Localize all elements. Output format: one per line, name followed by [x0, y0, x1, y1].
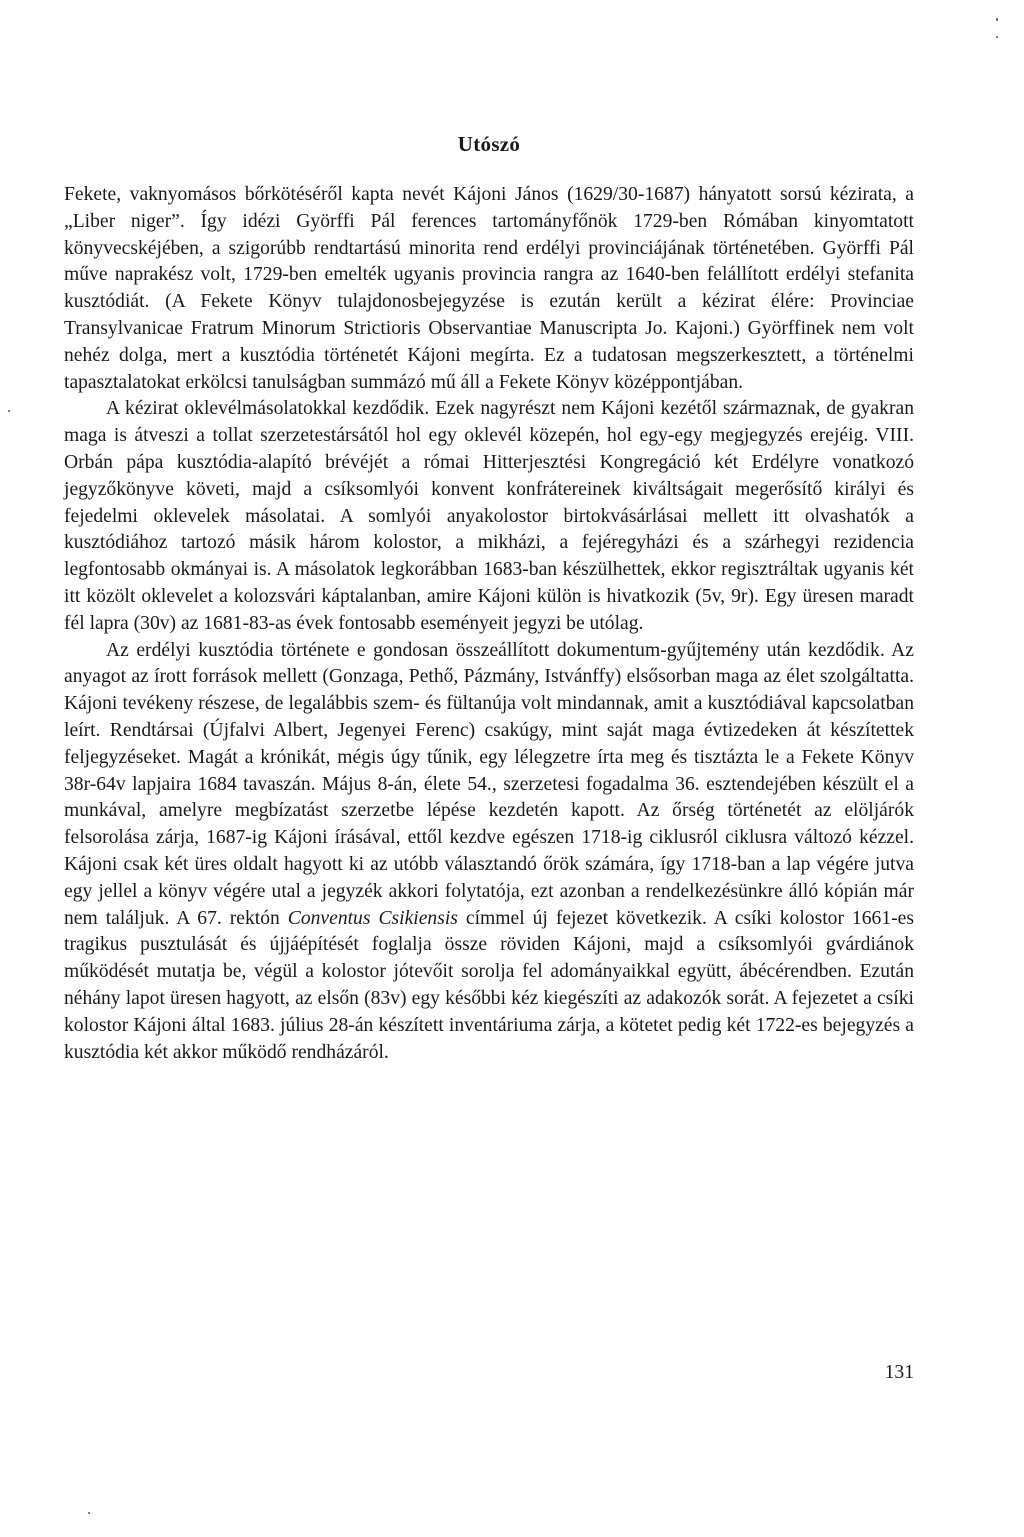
scan-speck — [8, 410, 10, 412]
page-number: 131 — [884, 1362, 914, 1383]
page-title: Utószó — [457, 132, 521, 156]
paragraph-1: Fekete, vaknyomásos bőrkötéséről kapta nevét Kájoni János (1629/30-1687) hányatott sorsú kézirata, a „Liber niger”. Így idézi Györffi Pál ferences tartományfőnök 1729-ben Rómában kinyomtatott könyvecskéjében, a szigorúbb rendtartású minorita rend erdélyi provinciájának történetében. Györffi Pál műve naprakész volt, 1729-ben emelték ugyanis provincia rangra az 1640-ben felállított erdélyi stefanita kusztódiát. (A Fekete Könyv tulajdonosbejegyzése is ezután került a kézirat élére: Provinciae Transylvanicae Fratrum Minorum Strictioris Observantiae Manuscripta Jo. Kajoni.) Györffinek nem volt nehéz dolga, mert a kusztódia történetét Kájoni megírta. Ez a tudatosan megszerkesztett, a történelmi tapasztalatokat erkölcsi tanulságban summázó mű áll a Fekete Könyv középpontjában. — [64, 184, 914, 393]
scan-speck — [88, 1512, 90, 1514]
paragraph-2: A kézirat oklevélmásolatokkal kezdődik. Ezek nagyrészt nem Kájoni kezétől származnak, de gyakran maga is átveszi a tollat szerzetestársától hol egy oklevél közepén, hol egy-egy megjegyzés erejéig. VIII. Orbán pápa kusztódia-alapító brévéjét a római Hitterjesztési Kongregáció két Erdélyre vonatkozó jegyzőkönyve követi, majd a csíksomlyói konvent konfrátereinek kiváltságait megerősítő királyi és fejedelmi oklevelek másolatai. A somlyói anyakolostor birtokvásárlásai mellett itt olvashatók a kusztódiához tartozó másik három kolostor, a mikházi, a fejéregyházi és a szárhegyi rezidencia legfontosabb okmányai is. A másolatok legkorábban 1683-ban készülhettek, ekkor regisztráltak ugyanis két itt közölt oklevelet a kolozsvári káptalanban, amire Kájoni külön is hivatkozik (5v, 9r). Egy üresen maradt fél lapra (30v) az 1681-83-as évek fontosabb eseményeit jegyzi be utólag. — [64, 398, 914, 634]
chapter-title-italic: Conventus Csikiensis — [287, 907, 458, 929]
book-page — [64, 0, 914, 1537]
body-text — [64, 182, 914, 1066]
scan-speck — [996, 36, 998, 38]
scan-speck — [996, 18, 998, 21]
paragraph-3: Az erdélyi kusztódia története e gondosan összeállított dokumentum-gyűjtemény után kezdődik. Az anyagot az írott források mellett (Gonzaga, Pethő, Pázmány, Istvánffy) elsősorban maga az élet szolgáltatta. Kájoni tevékeny részese, de legalábbis szem- és fültanúja volt mindannak, amit a kusztódiával kapcsolatban leírt. Rendtársai (Újfalvi Albert, Jegenyei Ferenc) csakúgy, mint saját maga évtizedeken át készítettek feljegyzéseket. Magát a krónikát, mégis úgy tűnik, egy lélegzetre írta meg és tisztázta le a Fekete Könyv 38r-64v lapjaira 1684 tavaszán. Május 8-án, élete 54., szerzetesi fogadalma 36. esztendejében készült el a munkával, amelyre megbízatást szerzetbe lépése kezdetén kapott. Az őrség történetét az elöljárók felsorolása zárja, 1687-ig Kájoni írásával, ettől kezdve egészen 1718-ig ciklusról ciklusra változó kézzel. Kájoni csak két üres oldalt hagyott ki az utóbb választandó őrök számára, így 1718-ban a lap végére jutva egy jellel a könyv végére utal a jegyzék akkori folytatója, ezt azonban a rendelkezésünkre álló kópián már nem találjuk. A 67. rektón Conventus Csikiensis címmel új fejezet következik. A csíki kolostor 1661-es tragikus pusztulását és újjáépítését foglalja össze röviden Kájoni, majd a csíksomlyói gvárdiánok működését mutatja be, végül a kolostor jótevőit sorolja fel adományaikkal együtt, ábécérendben. Ezután néhány lapot üresen hagyott, az elsőn (83v) egy későbbi kéz kiegészíti az adakozók sorát. A fejezetet a csíki kolostor Kájoni által 1683. július 28-án készített inventáriuma zárja, a kötetet pedig két 1722-es bejegyzés a kusztódia két akkor működő rendházáról. — [64, 639, 914, 1063]
